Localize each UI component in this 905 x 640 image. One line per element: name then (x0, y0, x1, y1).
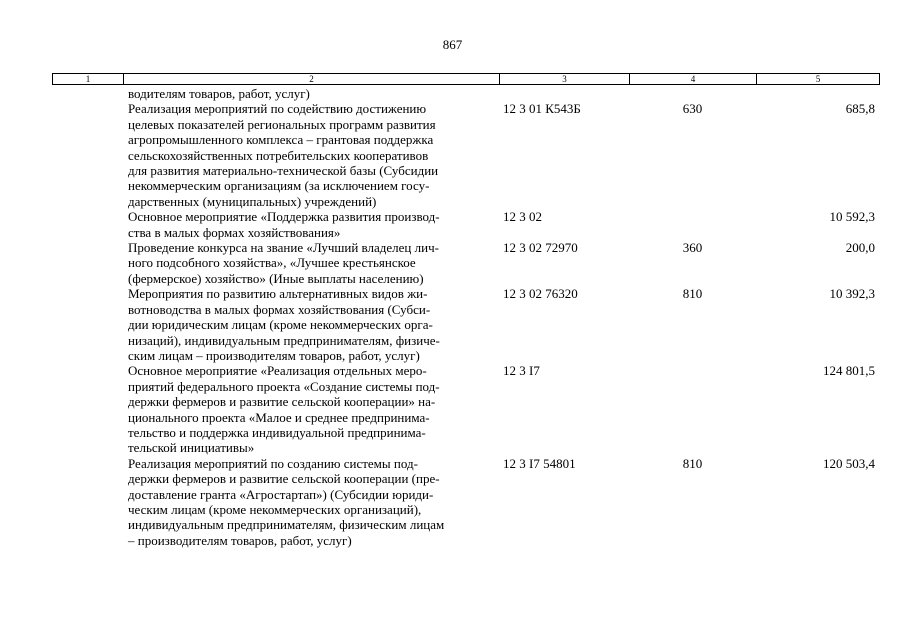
row-code: 12 3 02 76320 (503, 286, 578, 302)
table-row (52, 456, 879, 548)
column-header-3: 3 (500, 74, 630, 85)
table-row (52, 101, 879, 209)
row-code: 12 3 01 К543Б (503, 101, 581, 117)
table-row (52, 286, 879, 363)
row-type (629, 209, 756, 240)
row-name: Основное мероприятие «Поддержка развития производ- ства в малых формах хозяйствования» (128, 209, 440, 240)
row-code: 12 3 I7 54801 (503, 455, 576, 471)
column-header-5: 5 (757, 74, 880, 85)
row-code: 12 3 02 72970 (503, 240, 578, 256)
row-amount: 10 392,3 (829, 286, 875, 302)
column-header-2: 2 (124, 74, 500, 85)
row-code: 12 3 I7 (503, 363, 540, 379)
column-header-1: 1 (53, 74, 124, 85)
row-type (629, 363, 756, 455)
row-name: Реализация мероприятий по содействию достижению целевых показателей региональных программ развития агропромышленного комплекса – грантовая поддержка сельскохозяйственных потребительских кооперативов для развития материально-технической базы (Субсидии некоммерческим организациям (за исключением госу- дарственных (муниципальных) учреждений) (128, 101, 439, 209)
row-type (629, 86, 756, 101)
column-header-row (53, 74, 880, 85)
column-header-4: 4 (630, 74, 757, 85)
row-amount: 200,0 (845, 240, 875, 256)
column-header-table (52, 73, 880, 85)
row-type: 360 (682, 240, 703, 256)
row-name: Реализация мероприятий по созданию системы под- держки фермеров и развитие сельской кооперации (пре- доставление гранта «Агростартап») (Субсидии юриди- ческим лицам (кроме некоммерческих организаций), индивидуальным предпринимателям, физическим лицам – производителям товаров, работ, услуг) (128, 455, 445, 548)
row-amount: 10 592,3 (829, 209, 875, 225)
row-code: 12 3 02 (503, 209, 542, 225)
row-type: 630 (682, 101, 703, 117)
row-amount: 120 503,4 (823, 455, 875, 471)
table-row (52, 209, 879, 240)
row-name: Проведение конкурса на звание «Лучший владелец лич- ного подсобного хозяйства», «Лучшее крестьянское (фермерское) хозяйство» (Иные выплаты населению) (128, 240, 439, 286)
row-name: Основное мероприятие «Реализация отдельных меро- приятий федерального проекта «Создание системы под- держки фермеров и развитие сельской кооперации» на- ционального проекта «Малое и среднее предпринима- тельство и поддержка индивидуальной предпринима- тельской инициативы» (128, 363, 440, 456)
row-type: 810 (682, 286, 703, 302)
row-amount: 685,8 (845, 101, 875, 117)
table-row (52, 240, 879, 286)
row-amount (756, 86, 879, 101)
budget-table (52, 86, 879, 548)
row-name: водителям товаров, работ, услуг) (128, 86, 310, 101)
row-name: Мероприятия по развитию альтернативных видов жи- вотноводства в малых формах хозяйствования (Субси- дии юридическим лицам (кроме некоммерческих орга- низаций), индивидуальным предпринимателям, физиче- ским лицам – производителям товаров, работ, услуг) (128, 286, 440, 363)
table-row (52, 363, 879, 455)
table-row (52, 86, 879, 101)
row-type: 810 (682, 455, 703, 471)
row-amount: 124 801,5 (823, 363, 875, 379)
row-code (499, 86, 629, 101)
page-number: 867 (442, 37, 463, 52)
